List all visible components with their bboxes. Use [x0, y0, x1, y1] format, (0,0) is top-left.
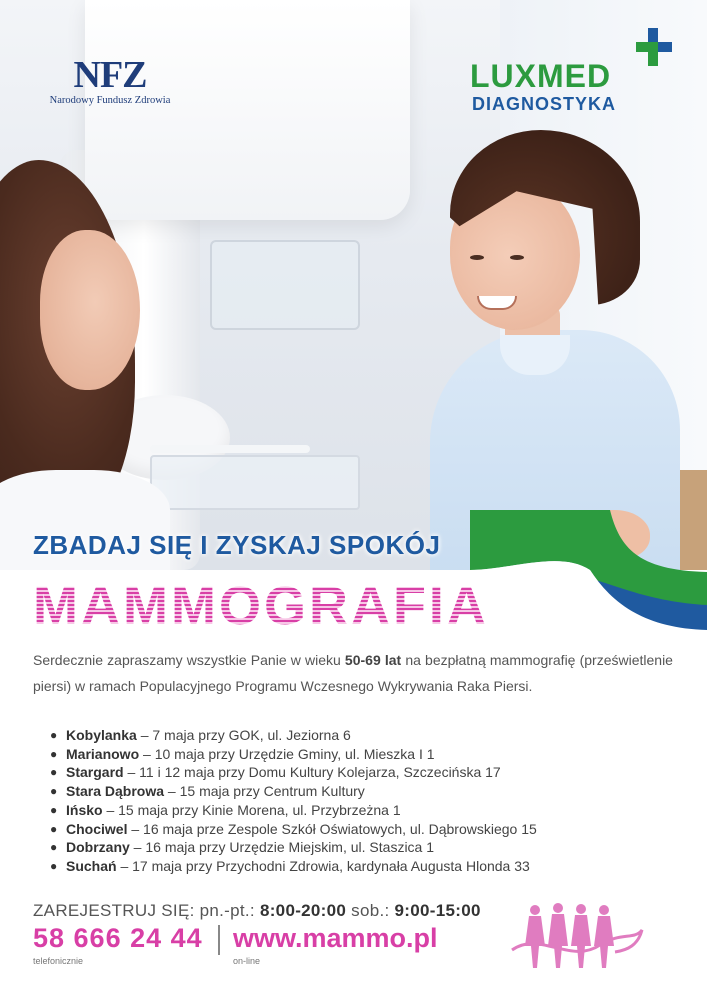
website-link[interactable]: www.mammo.pl [233, 923, 438, 953]
location-town: Suchań [66, 857, 117, 874]
list-item [50, 745, 690, 764]
location-details: – 10 maja przy Urzędzie Gminy, ul. Mieszka I 1 [139, 745, 435, 762]
bullet-icon: ● [50, 746, 58, 761]
bullet-icon: ● [50, 802, 58, 817]
location-details: – 16 maja przy Urzędzie Miejskim, ul. Staszica 1 [129, 839, 435, 856]
technician-eye [510, 255, 524, 260]
location-details: – 17 maja przy Przychodni Zdrowia, kardynała Augusta Hlonda 33 [116, 857, 530, 874]
headline: MAMMOGRAFIA [33, 576, 489, 636]
location-list [50, 726, 690, 876]
location-details: – 16 maja prze Zespole Szkół Oświatowych, ul. Dąbrowskiego 15 [127, 820, 537, 837]
location-details: – 11 i 12 maja przy Domu Kultury Kolejarza, Szczecińska 17 [123, 764, 501, 781]
location-details: – 15 maja przy Centrum Kultury [164, 783, 365, 800]
machine-tray [150, 455, 360, 510]
divider [218, 925, 220, 955]
bullet-icon: ● [50, 821, 58, 836]
bullet-icon: ● [50, 858, 58, 873]
list-item [50, 857, 690, 876]
list-item [50, 801, 690, 820]
phone-caption: telefonicznie [33, 956, 84, 966]
location-town: Ińsko [66, 801, 103, 818]
bullet-icon: ● [50, 784, 58, 799]
location-town: Stargard [66, 764, 124, 781]
list-item [50, 763, 690, 782]
intro-text-start: Serdecznie zapraszamy wszystkie Panie w wieku [33, 652, 345, 668]
saturday-hours: 9:00-15:00 [394, 901, 481, 920]
bullet-icon: ● [50, 765, 58, 780]
bullet-icon: ● [50, 840, 58, 855]
technician-eye [470, 255, 484, 260]
compression-plate [210, 240, 360, 330]
luxmed-logo-name: LUXMED [470, 58, 612, 94]
registration-hours [33, 901, 481, 921]
intro-text-end: na bezpłatną mammografię (prześwietlenie piersi) w ramach Populacyjnego Programu Wczesnego Wykrywania Raka Piersi. [33, 652, 673, 694]
registration-label: ZAREJESTRUJ SIĘ: pn.-pt.: [33, 901, 260, 920]
women-ribbon-icon [510, 900, 650, 970]
website-caption: on-line [233, 956, 261, 966]
nfz-logo-name: Narodowy Fundusz Zdrowia [49, 95, 171, 106]
bullet-icon: ● [50, 728, 58, 742]
luxmed-logo-subtitle: DIAGNOSTYKA [472, 94, 617, 114]
luxmed-logo [470, 28, 690, 118]
location-town: Dobrzany [66, 839, 130, 856]
list-item [50, 820, 690, 839]
list-item [50, 782, 690, 801]
location-town: Marianowo [66, 745, 140, 762]
tray-handle [150, 445, 310, 453]
decorative-wave [470, 510, 707, 630]
location-details: – 7 maja przy GOK, ul. Jeziorna 6 [136, 727, 351, 743]
weekday-hours: 8:00-20:00 [259, 901, 347, 920]
location-town: Chociwel [66, 820, 128, 837]
list-item [50, 838, 690, 857]
location-town: Stara Dąbrowa [66, 783, 165, 800]
list-item [50, 726, 690, 745]
intro-age-range: 50-69 lat [344, 652, 402, 668]
phone-number[interactable]: 58 666 24 44 [33, 923, 203, 953]
nfz-logo [30, 55, 190, 115]
nfz-logo-mark: NFZ [73, 54, 147, 96]
luxmed-cross-icon [630, 28, 678, 76]
saturday-label: sob.: [346, 901, 395, 920]
patient-face [40, 230, 140, 390]
intro-paragraph [33, 647, 673, 699]
location-details: – 15 maja przy Kinie Morena, ul. Przybrzeżna 1 [102, 801, 401, 818]
location-town: Kobylanka [66, 727, 137, 743]
tagline: ZBADAJ SIĘ I ZYSKAJ SPOKÓJ [33, 530, 441, 560]
